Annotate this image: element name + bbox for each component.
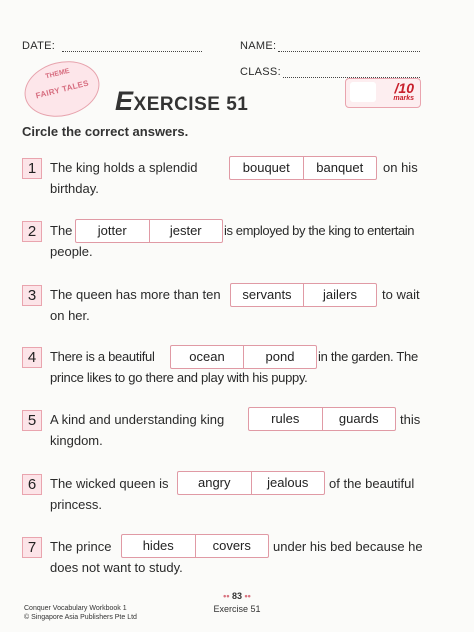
- question-number: 2: [22, 221, 42, 242]
- marks-label: marks: [393, 95, 414, 102]
- question-number: 5: [22, 410, 42, 431]
- marks-total: /10: [394, 80, 414, 96]
- question-text-line2: people.: [50, 244, 93, 259]
- question-text-before: A kind and understanding king: [50, 412, 225, 427]
- choice-option[interactable]: hides: [142, 538, 174, 553]
- choice-option[interactable]: servants: [242, 287, 292, 302]
- footer-book-title: Conquer Vocabulary Workbook 1: [24, 605, 127, 612]
- name-field[interactable]: [278, 51, 420, 52]
- question-number: 7: [22, 537, 42, 558]
- class-label: CLASS:: [240, 66, 281, 78]
- question-text-line2: prince likes to go there and play with his puppy.: [50, 370, 308, 385]
- date-label: DATE:: [22, 40, 56, 52]
- question-text-line2: does not want to study.: [50, 560, 183, 575]
- question-text-after: to wait: [382, 287, 420, 302]
- choice-option[interactable]: banquet: [303, 157, 377, 179]
- choice-option[interactable]: jealous: [251, 472, 325, 494]
- name-label: NAME:: [240, 40, 277, 52]
- date-field[interactable]: [62, 51, 202, 52]
- question-text-after: on his: [383, 160, 418, 175]
- choice-option[interactable]: angry: [197, 475, 231, 490]
- question-text-line2: on her.: [50, 308, 90, 323]
- question-text-before: There is a beautiful: [50, 349, 155, 364]
- theme-topic: FAIRY TALES: [34, 78, 90, 101]
- question-text-before: The king holds a splendid: [50, 160, 198, 175]
- question-number: 3: [22, 285, 42, 306]
- page-dots-right-icon: ••: [242, 591, 251, 601]
- marks-score-field[interactable]: [350, 82, 376, 102]
- choice-box: [229, 156, 377, 180]
- instruction: Circle the correct answers.: [22, 124, 189, 139]
- choice-option[interactable]: pond: [243, 346, 316, 368]
- question-text-line2: kingdom.: [50, 433, 103, 448]
- question-text-line2: birthday.: [50, 181, 99, 196]
- page-dots-left-icon: ••: [223, 591, 232, 601]
- exercise-title: [115, 86, 248, 117]
- exercise-title-rest: XERCISE 51: [133, 94, 249, 115]
- question-text-after: in the garden. The: [318, 349, 418, 364]
- choice-box: [177, 471, 325, 495]
- choice-option[interactable]: ocean: [189, 349, 225, 364]
- choice-box: [248, 407, 396, 431]
- choice-option[interactable]: rules: [271, 411, 300, 426]
- question-text-line2: princess.: [50, 497, 103, 512]
- choice-option[interactable]: guards: [322, 408, 396, 430]
- choice-option[interactable]: covers: [195, 535, 269, 557]
- choice-box: [75, 219, 223, 243]
- choice-option[interactable]: jotter: [97, 223, 127, 238]
- choice-box: [170, 345, 317, 369]
- question-text-after: is employed by the king to entertain: [224, 223, 415, 238]
- choice-box: [230, 283, 377, 307]
- footer-exercise: Exercise 51: [213, 604, 261, 614]
- question-text-after: this: [400, 412, 421, 427]
- choice-option[interactable]: bouquet: [242, 160, 290, 175]
- theme-badge: [19, 54, 106, 125]
- marks-box: [345, 78, 421, 108]
- question-text-before: The prince: [50, 539, 112, 554]
- question-text-after: under his bed because he: [273, 539, 423, 554]
- question-number: 4: [22, 347, 42, 368]
- question-text-after: of the beautiful: [329, 476, 415, 491]
- exercise-title-initial: E: [115, 86, 134, 116]
- page-number: 83: [231, 591, 242, 601]
- question-text-before: The queen has more than ten: [50, 287, 221, 302]
- question-number: 6: [22, 474, 42, 495]
- footer-publisher: © Singapore Asia Publishers Pte Ltd: [24, 614, 137, 621]
- question-text-before: The wicked queen is: [50, 476, 169, 491]
- footer-page-number: [0, 591, 474, 601]
- choice-option[interactable]: jester: [149, 220, 223, 242]
- theme-label: THEME: [44, 67, 71, 81]
- choice-option[interactable]: jailers: [303, 284, 376, 306]
- choice-box: [121, 534, 269, 558]
- question-text-before: The: [50, 223, 73, 238]
- question-number: 1: [22, 158, 42, 179]
